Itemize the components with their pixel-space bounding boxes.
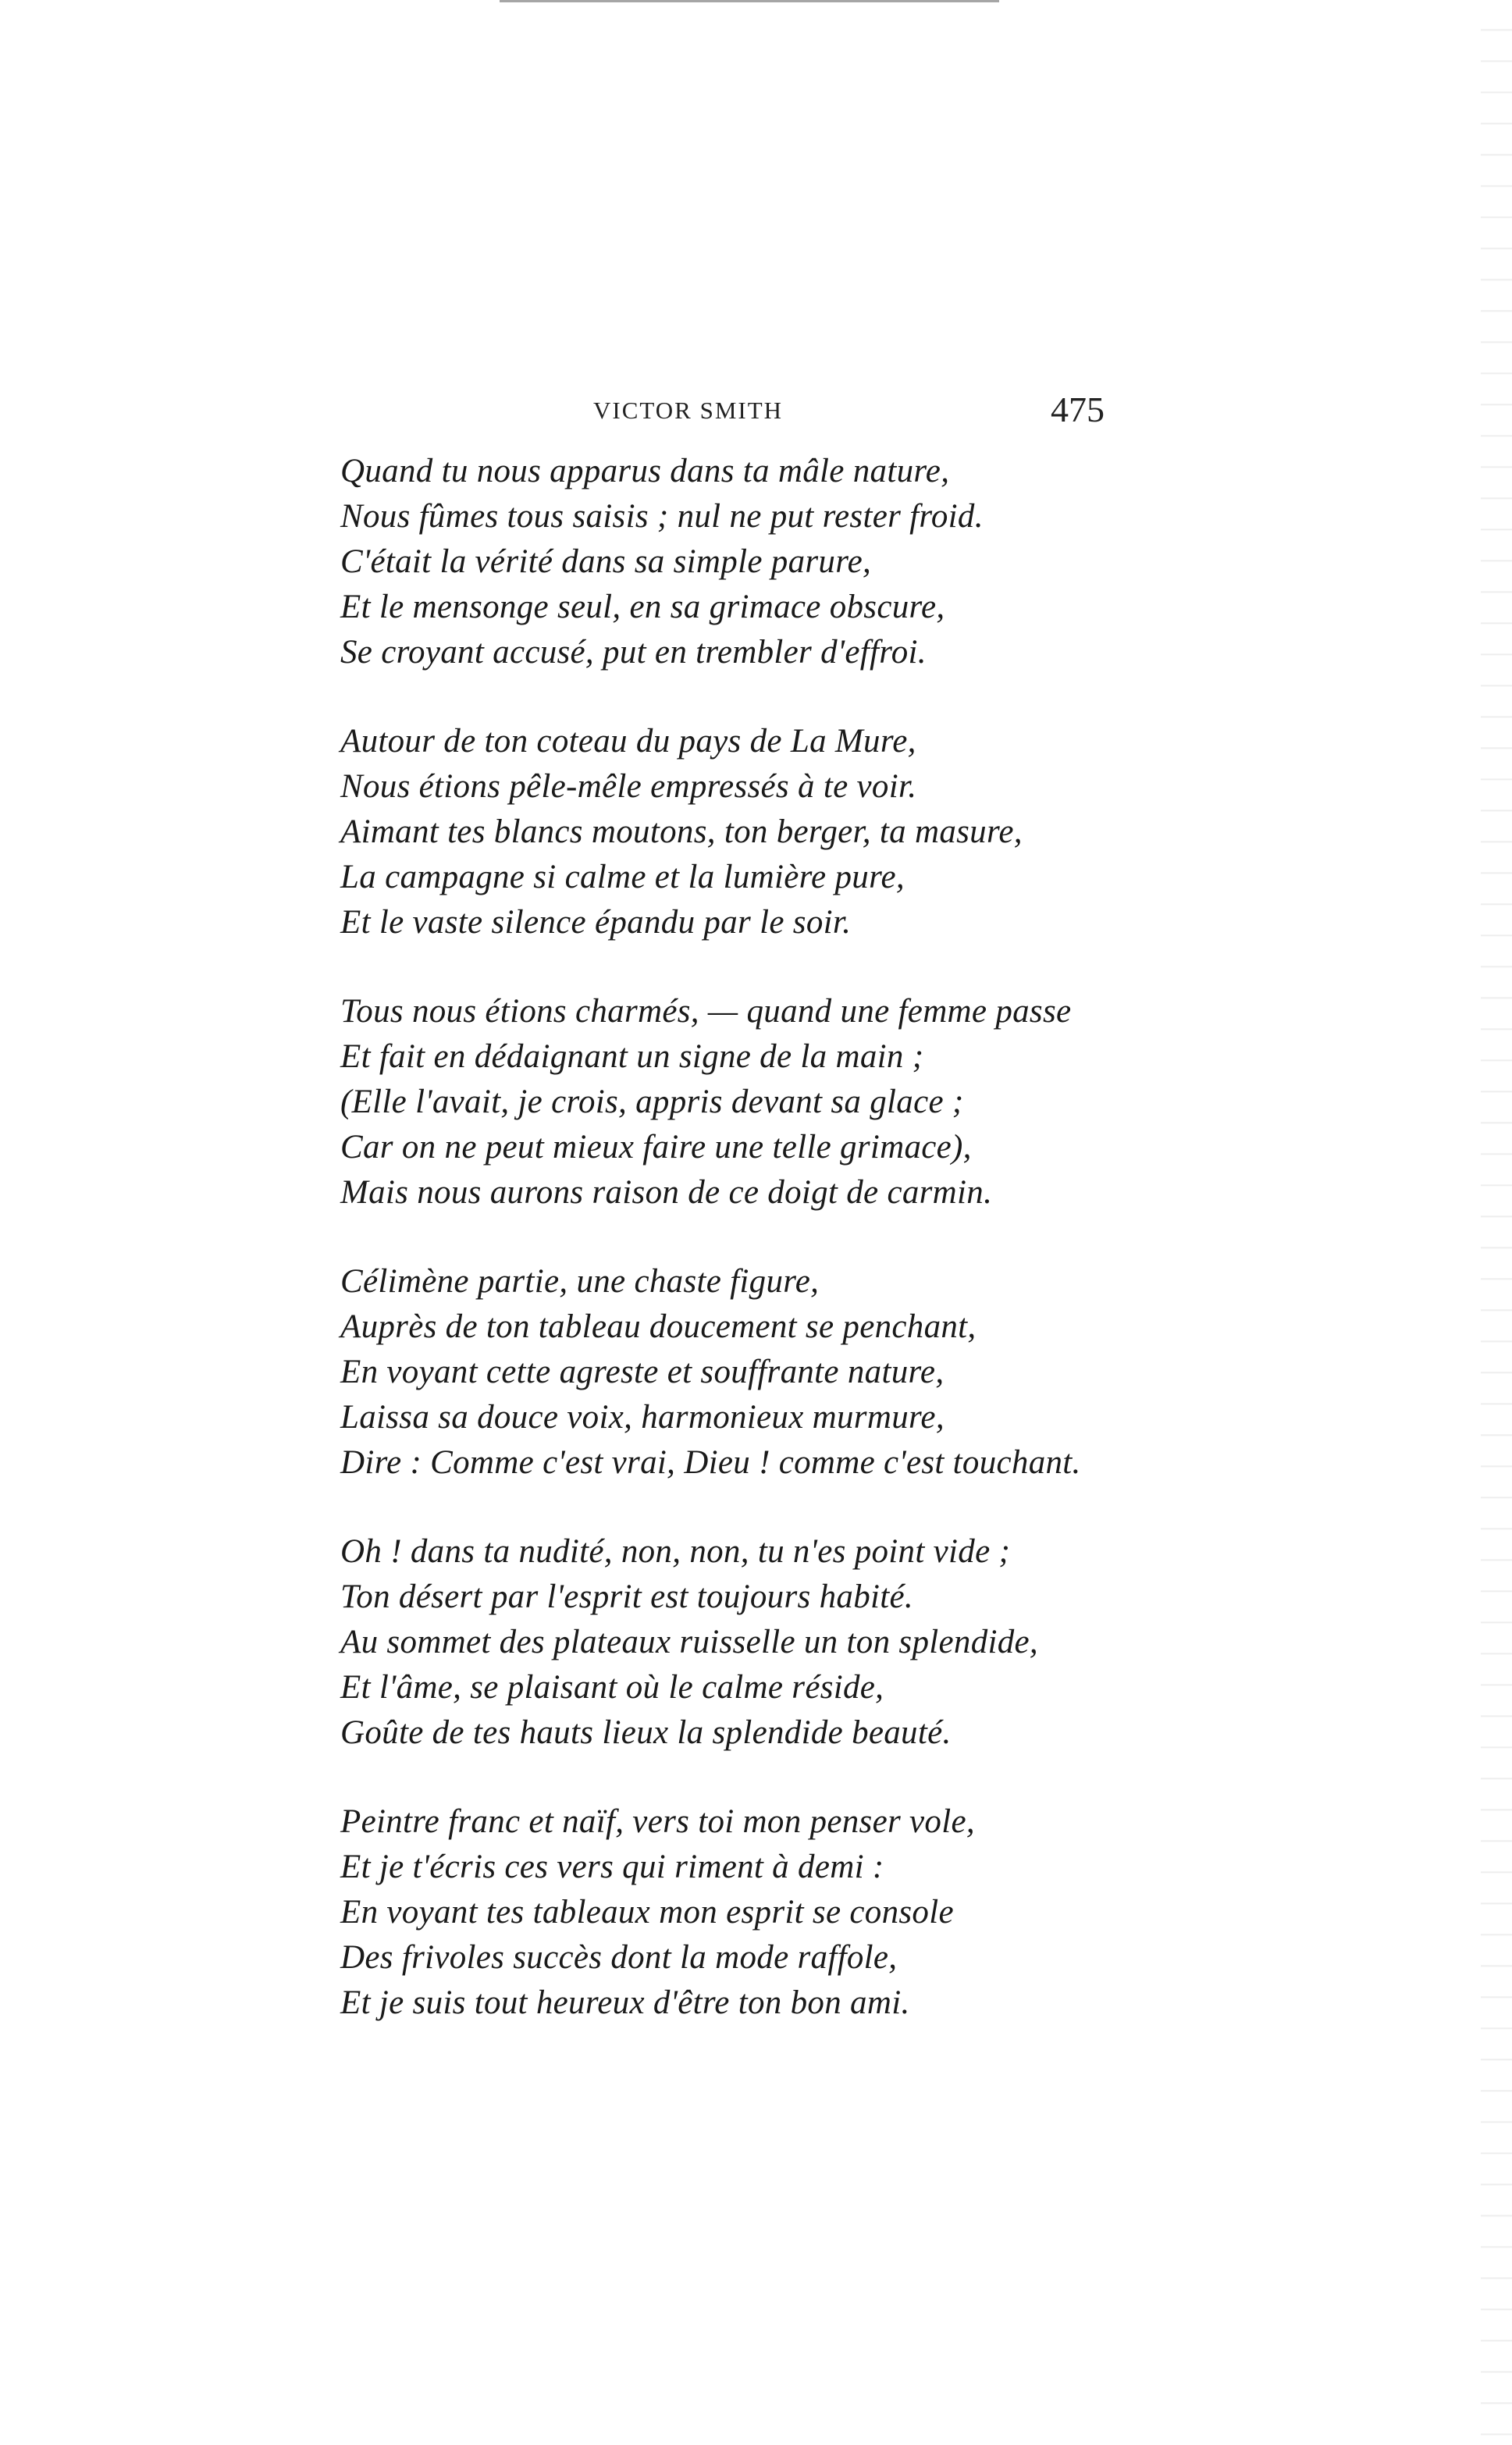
poem-line: Aimant tes blancs moutons, ton berger, ta masure, [340, 813, 1023, 850]
poem-line: Ton désert par l'esprit est toujours habité. [340, 1578, 913, 1615]
poem-line: Se croyant accusé, put en trembler d'effroi. [340, 634, 927, 671]
poem-line: C'était la vérité dans sa simple parure, [340, 543, 872, 580]
poem-line: Laissa sa douce voix, harmonieux murmure, [340, 1399, 945, 1436]
stanza-3 [340, 989, 1199, 1215]
stanza-1 [340, 449, 1199, 675]
poem-line: Au sommet des plateaux ruisselle un ton splendide, [340, 1624, 1038, 1660]
running-title: VICTOR SMITH [593, 397, 784, 424]
poem-line: Oh ! dans ta nudité, non, non, tu n'es point vide ; [340, 1533, 1011, 1570]
poem-line: Quand tu nous apparus dans ta mâle nature, [340, 453, 950, 489]
poem-line: Nous fûmes tous saisis ; nul ne put rester froid. [340, 498, 984, 535]
poem-line: Et je suis tout heureux d'être ton bon ami. [340, 1984, 910, 2021]
poem-line: Nous étions pêle-mêle empressés à te voir. [340, 768, 917, 805]
poem-line: Peintre franc et naïf, vers toi mon penser vole, [340, 1803, 975, 1840]
poem-line: Et le mensonge seul, en sa grimace obscure, [340, 589, 945, 625]
stanza-6 [340, 1799, 1199, 2026]
poem-line: Célimène partie, une chaste figure, [340, 1263, 820, 1300]
poem-line: Et l'âme, se plaisant où le calme réside, [340, 1669, 884, 1706]
poem-line: Et fait en dédaignant un signe de la main ; [340, 1038, 924, 1075]
poem-line: Tous nous étions charmés, — quand une femme passe [340, 993, 1072, 1030]
poem-line: Et je t'écris ces vers qui riment à demi : [340, 1849, 884, 1885]
poem-line: En voyant cette agreste et souffrante nature, [340, 1354, 945, 1390]
poem-line: Auprès de ton tableau doucement se penchant, [340, 1308, 977, 1345]
poem-line: Goûte de tes hauts lieux la splendide beauté. [340, 1714, 952, 1751]
poem-line: Mais nous aurons raison de ce doigt de carmin. [340, 1174, 993, 1211]
poem-line: Car on ne peut mieux faire une telle grimace), [340, 1129, 972, 1166]
poem-line: Des frivoles succès dont la mode raffole, [340, 1939, 898, 1976]
poem-line: Autour de ton coteau du pays de La Mure, [340, 723, 916, 760]
page-edge-texture [1481, 0, 1512, 2445]
poem-line: La campagne si calme et la lumière pure, [340, 859, 905, 895]
poem [340, 449, 1199, 2070]
poem-line: Et le vaste silence épandu par le soir. [340, 904, 852, 941]
poem-line: En voyant tes tableaux mon esprit se console [340, 1894, 954, 1931]
poem-line: (Elle l'avait, je crois, appris devant sa glace ; [340, 1084, 964, 1120]
stanza-4 [340, 1259, 1199, 1486]
poem-line: Dire : Comme c'est vrai, Dieu ! comme c'est touchant. [340, 1444, 1081, 1481]
page-number: 475 [1051, 390, 1105, 429]
stanza-5 [340, 1529, 1199, 1756]
top-edge-rule [500, 0, 999, 2]
stanza-2 [340, 719, 1199, 945]
running-head [336, 389, 1116, 436]
